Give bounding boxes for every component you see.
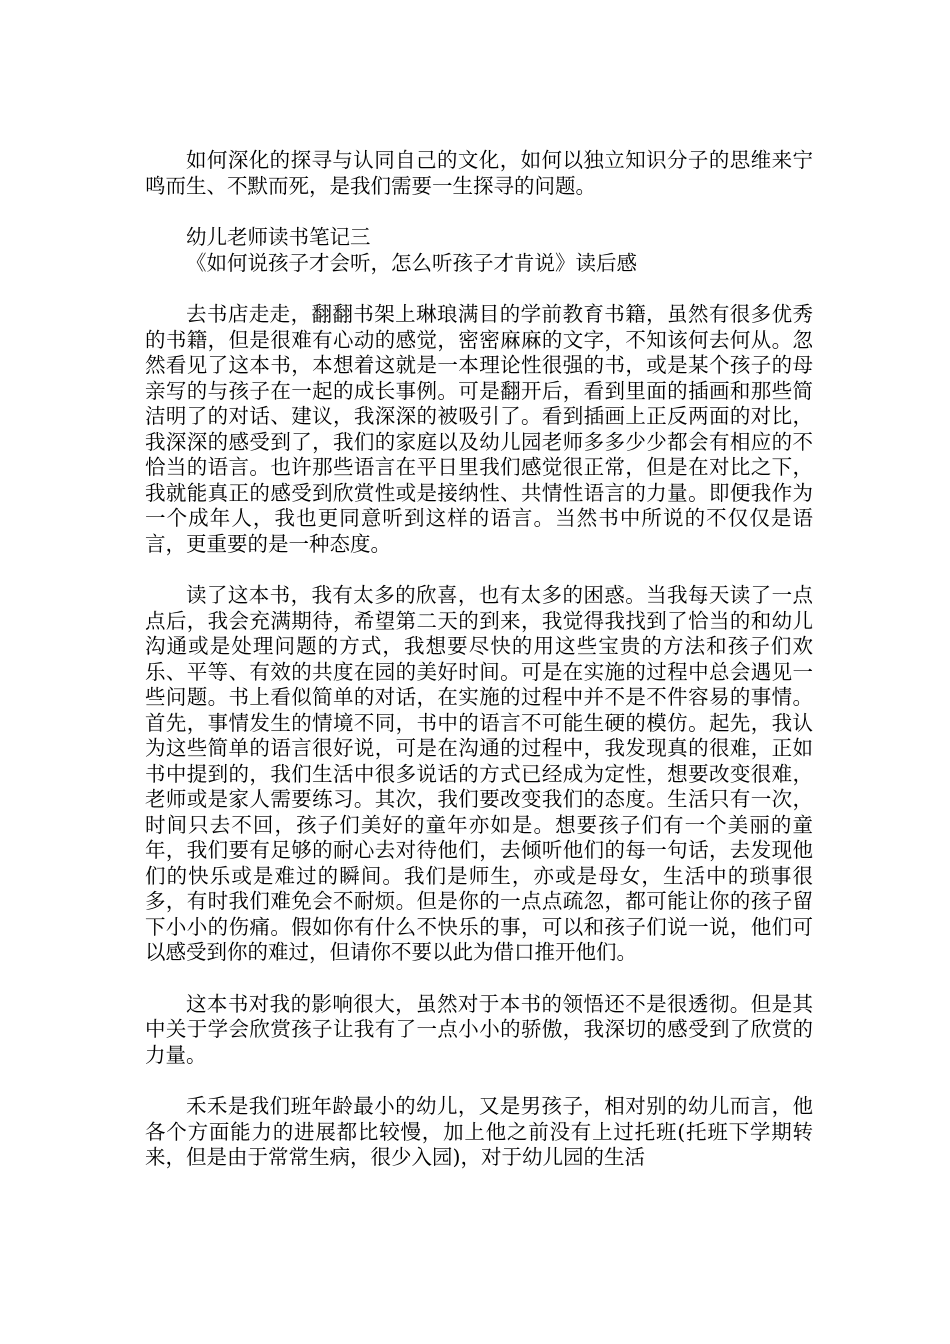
paragraph-hehe: 禾禾是我们班年龄最小的幼儿，又是男孩子，相对别的幼儿而言，他各个方面能力的进展都比较慢，加上他之前没有上过托班(托班下学期转来，但是由于常常生病，很少入园)，对于幼儿园的生活	[145, 1094, 813, 1169]
paragraph-reading: 读了这本书，我有太多的欣喜，也有太多的困惑。当我每天读了一点点后，我会充满期待，希望第二天的到来，我觉得我找到了恰当的和幼儿沟通或是处理问题的方式，我想要尽快的用这些宝贵的方法和孩子们欢乐、平等、有效的共度在园的美好时间。可是在实施的过程中总会遇见一些问题。书上看似简单的对话，在实施的过程中并不是不件容易的事情。首先，事情发生的情境不同，书中的语言不可能生硬的模仿。起先，我认为这些简单的语言很好说，可是在沟通的过程中，我发现真的很难，正如书中提到的，我们生活中很多说话的方式已经成为定性，想要改变很难，老师或是家人需要练习。其次，我们要改变我们的态度。生活只有一次，时间只去不回，孩子们美好的童年亦如是。想要孩子们有一个美丽的童年，我们要有足够的耐心去对待他们，去倾听他们的每一句话，去发现他们的快乐或是难过的瞬间。我们是师生，亦或是母女，生活中的琐事很多，有时我们难免会不耐烦。但是你的一点点疏忽，都可能让你的孩子留下小小的伤痛。假如你有什么不快乐的事，可以和孩子们说一说，他们可以感受到你的难过，但请你不要以此为借口推开他们。	[145, 583, 813, 964]
paragraph-intro: 如何深化的探寻与认同自己的文化，如何以独立知识分子的思维来宁鸣而生、不默而死，是我们需要一生探寻的问题。	[145, 148, 813, 198]
paragraph-gap	[145, 276, 813, 302]
paragraph-gap	[145, 966, 813, 992]
paragraph-bookstore: 去书店走走，翻翻书架上琳琅满目的学前教育书籍，虽然有很多优秀的书籍，但是很难有心动的感觉，密密麻麻的文字，不知该何去何从。忽然看见了这本书，本想着这就是一本理论性很强的书，或是某个孩子的母亲写的与孩子在一起的成长事例。可是翻开后，看到里面的插画和那些简洁明了的对话、建议，我深深的被吸引了。看到插画上正反两面的对比，我深深的感受到了，我们的家庭以及幼儿园老师多多少少都会有相应的不恰当的语言。也许那些语言在平日里我们感觉很正常，但是在对比之下，我就能真正的感受到欣赏性或是接纳性、共情性语言的力量。即便我作为一个成年人，我也更同意听到这样的语言。当然书中所说的不仅仅是语言，更重要的是一种态度。	[145, 302, 813, 556]
paragraph-gap	[145, 199, 813, 225]
section-heading: 幼儿老师读书笔记三	[186, 225, 371, 249]
paragraph-gap	[145, 557, 813, 583]
section-subheading: 《如何说孩子才会听，怎么听孩子才肯说》读后感	[186, 250, 637, 275]
document-page	[145, 148, 813, 1171]
paragraph-gap	[145, 1068, 813, 1094]
paragraph-influence: 这本书对我的影响很大，虽然对于本书的领悟还不是很透彻。但是其中关于学会欣赏孩子让我有了一点小小的骄傲，我深切的感受到了欣赏的力量。	[145, 991, 813, 1067]
